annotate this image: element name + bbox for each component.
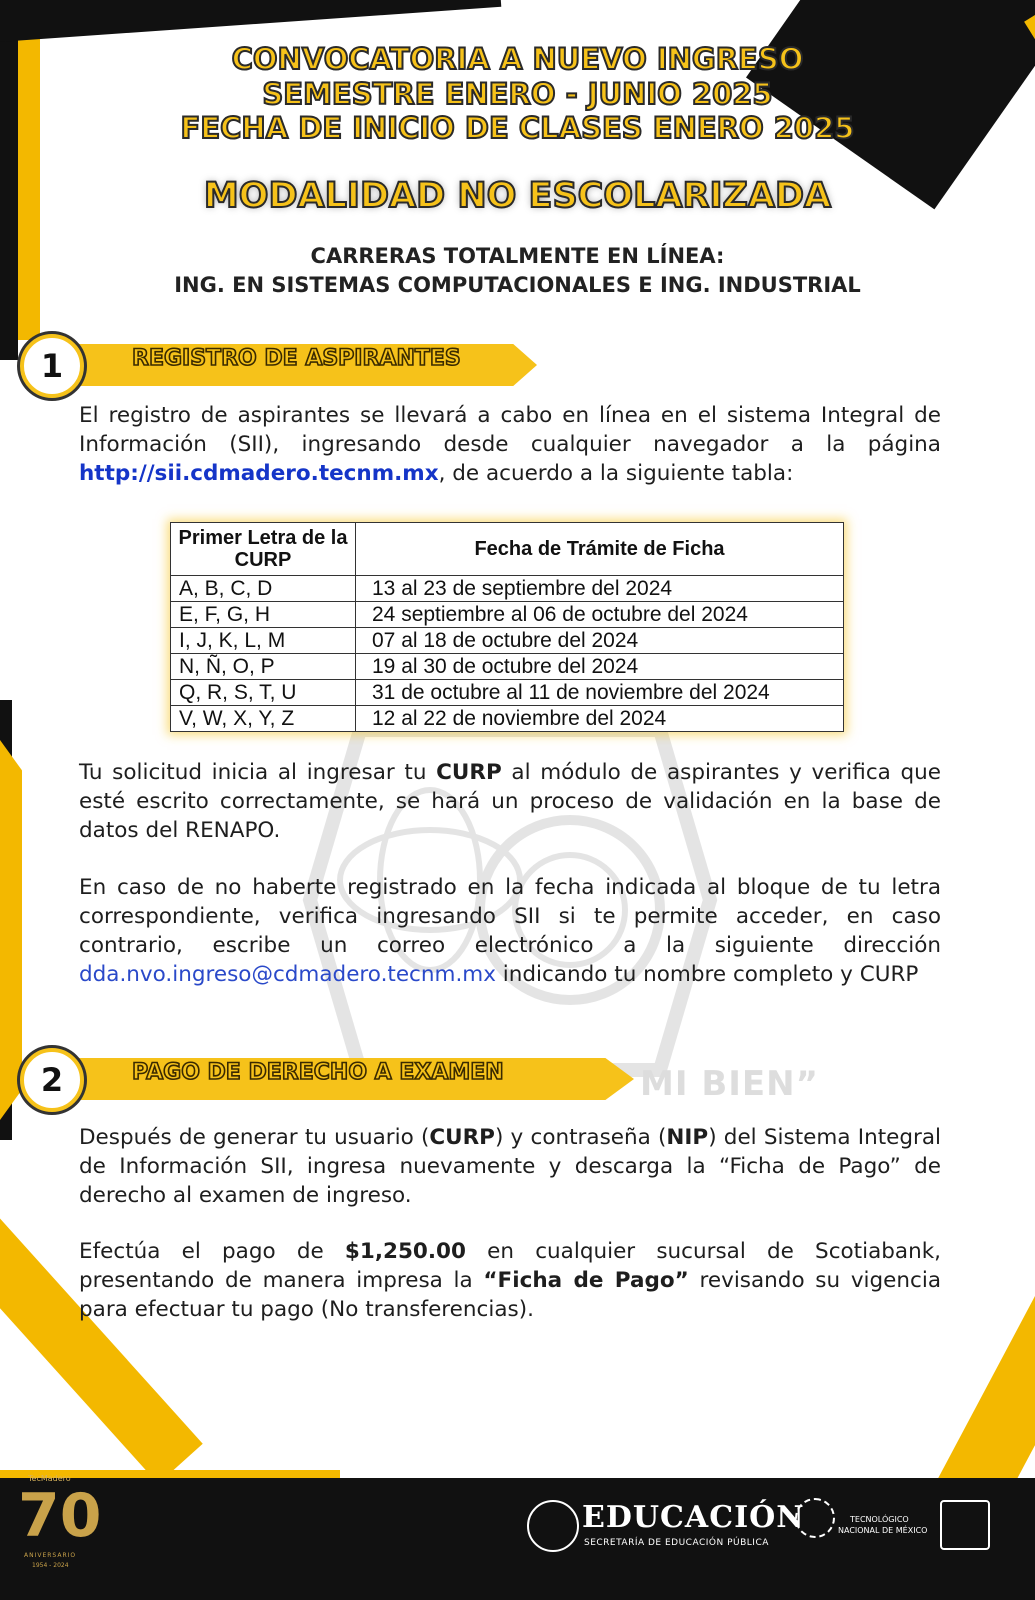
dates-cell: 31 de octubre al 11 de noviembre del 2024 — [356, 680, 844, 706]
anniversary-number: 70 — [18, 1481, 102, 1551]
anniversary-brand: TecMadero — [28, 1474, 71, 1483]
careers-heading: CARRERAS TOTALMENTE EN LÍNEA: — [310, 244, 725, 268]
table-row — [171, 654, 844, 680]
table-row — [171, 706, 844, 732]
footer-bar — [0, 1478, 1035, 1600]
registration-intro — [79, 401, 941, 488]
title-line-1: CONVOCATORIA A NUEVO INGRESO — [231, 42, 804, 76]
payment-instructions — [79, 1237, 941, 1324]
step-number-badge: 1 — [20, 334, 84, 398]
intro-text: El registro de aspirantes se llevará a cabo en línea en el sistema Integral de Información (SII), ingresando desde cualquier navegador a la página — [79, 403, 941, 457]
dates-cell: 19 al 30 de octubre del 2024 — [356, 654, 844, 680]
itcm-emblem-icon — [940, 1500, 990, 1550]
curp-instructions — [79, 758, 941, 845]
text: ) y contraseña ( — [494, 1125, 667, 1150]
text: en cualquier sucursal de Scotiabank, presentando de manera impresa la — [79, 1239, 941, 1293]
mexico-seal-icon — [527, 1500, 579, 1552]
dates-cell: 07 al 18 de octubre del 2024 — [356, 628, 844, 654]
text: al módulo de aspirantes y verifica que esté escrito correctamente, se hará un proceso de validación en la base de datos del RENAPO. — [79, 760, 941, 843]
table-row — [171, 576, 844, 602]
text: ) del Sistema Integral de Información SII, ingresa nuevamente y descarga la “Ficha de Pago” de derecho al examen de ingreso. — [79, 1125, 941, 1208]
tecnm-logo-line-2: NACIONAL DE MÉXICO — [838, 1526, 928, 1535]
dates-cell: 12 al 22 de noviembre del 2024 — [356, 706, 844, 732]
modality-title: MODALIDAD NO ESCOLARIZADA — [203, 176, 832, 216]
anniversary-word: ANIVERSARIO — [24, 1552, 77, 1559]
watermark-text: MI BIEN” — [640, 1064, 819, 1104]
title-line-3: FECHA DE INICIO DE CLASES ENERO 2025 — [180, 111, 855, 145]
tecnm-gear-icon — [795, 1498, 835, 1538]
bold-text: CURP — [436, 760, 502, 785]
step-number-badge: 2 — [20, 1048, 84, 1112]
intro-text-end: , de acuerdo a la siguiente tabla: — [438, 461, 794, 486]
contact-email-link[interactable]: dda.nvo.ingreso@cdmadero.tecnm.mx — [79, 962, 496, 987]
decor-black-band-top — [0, 0, 501, 43]
sii-link[interactable]: http://sii.cdmadero.tecnm.mx — [79, 461, 439, 486]
letters-cell: E, F, G, H — [171, 602, 356, 628]
letters-cell: I, J, K, L, M — [171, 628, 356, 654]
careers-list: ING. EN SISTEMAS COMPUTACIONALES E ING. INDUSTRIAL — [174, 273, 861, 297]
tecnm-logo-line-1: TECNOLÓGICO — [850, 1515, 909, 1524]
anniversary-years: 1954 - 2024 — [32, 1562, 69, 1569]
section-title: PAGO DE DERECHO A EXAMEN — [132, 1060, 504, 1085]
bold-text: CURP — [429, 1125, 495, 1150]
table-header-row — [171, 523, 844, 576]
text: indicando tu nombre completo y CURP — [495, 962, 919, 987]
table-row — [171, 680, 844, 706]
bold-text: NIP — [666, 1125, 709, 1150]
table-row — [171, 602, 844, 628]
decor-gold-band-mid-left — [0, 740, 22, 1120]
text: Tu solicitud inicia al ingresar tu — [79, 760, 437, 785]
text: revisando su vigencia para efectuar tu pago (No transferencias). — [79, 1268, 941, 1322]
text: Después de generar tu usuario ( — [79, 1125, 430, 1150]
column-header-curp-letter: Primer Letra de la CURP — [171, 523, 356, 576]
section-title: REGISTRO DE ASPIRANTES — [132, 346, 461, 371]
dates-cell: 13 al 23 de septiembre del 2024 — [356, 576, 844, 602]
letters-cell: N, Ñ, O, P — [171, 654, 356, 680]
sep-logo-subtitle: SECRETARÍA DE EDUCACIÓN PÚBLICA — [584, 1538, 769, 1548]
anniversary-logo — [18, 1474, 102, 1578]
text: En caso de no haberte registrado en la fecha indicada al bloque de tu letra correspondiente, verifica ingresando SII si te permite acceder, en caso contrario, escribe un correo electrónico a la siguiente dirección — [79, 875, 941, 958]
text: Efectúa el pago de — [79, 1239, 345, 1264]
sep-logo-title: EDUCACIÓN — [582, 1500, 805, 1535]
table-row — [171, 628, 844, 654]
letters-cell: A, B, C, D — [171, 576, 356, 602]
letters-cell: V, W, X, Y, Z — [171, 706, 356, 732]
bold-text: “Ficha de Pago” — [483, 1268, 689, 1293]
decor-gold-corner-bottom-left — [0, 1176, 203, 1484]
column-header-date: Fecha de Trámite de Ficha — [356, 523, 844, 576]
late-registration-instructions — [79, 873, 941, 989]
schedule-table — [170, 522, 844, 732]
letters-cell: Q, R, S, T, U — [171, 680, 356, 706]
payment-amount: $1,250.00 — [344, 1239, 466, 1264]
dates-cell: 24 septiembre al 06 de octubre del 2024 — [356, 602, 844, 628]
title-line-2: SEMESTRE ENERO - JUNIO 2025 — [262, 77, 773, 111]
payment-slip-instructions — [79, 1123, 941, 1210]
